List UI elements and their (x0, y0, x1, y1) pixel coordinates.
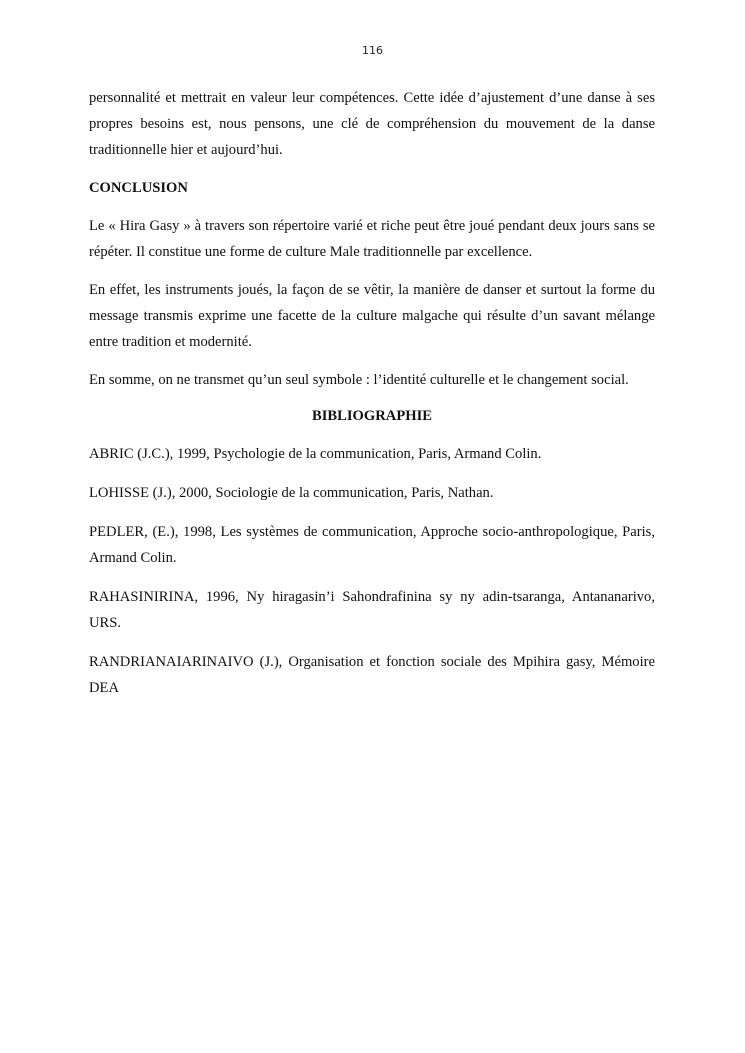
page-content (89, 85, 655, 714)
page-number: 116 (362, 44, 383, 57)
intro-paragraph: personnalité et mettrait en valeur leur compétences. Cette idée d’ajustement d’une danse à ses propres besoins est, nous pensons, une clé de compréhension du mouvement de la danse traditionnelle hier et aujourd’hui. (89, 90, 655, 158)
bibliography-heading: BIBLIOGRAPHIE (311, 408, 433, 424)
bibliography-entry: LOHISSE (J.), 2000, Sociologie de la communication, Paris, Nathan. (89, 485, 494, 501)
bibliography-entry: RANDRIANAIARINAIVO (J.), Organisation et fonction sociale des Mpihira gasy, Mémoire DEA (89, 654, 655, 696)
conclusion-paragraph: En effet, les instruments joués, la façon de se vêtir, la manière de danser et surtout la forme du message transmis exprime une facette de la culture malgache qui résulte d’un savant mélange entre tradition et modernité. (89, 282, 655, 350)
conclusion-paragraph: Le « Hira Gasy » à travers son répertoire varié et riche peut être joué pendant deux jours sans se répéter. Il constitue une forme de culture Male traditionnelle par excellence. (89, 218, 655, 260)
bibliography-entry: PEDLER, (E.), 1998, Les systèmes de communication, Approche socio-anthropologique, Paris, Armand Colin. (89, 524, 655, 566)
conclusion-heading: CONCLUSION (89, 180, 188, 196)
bibliography-entry: ABRIC (J.C.), 1999, Psychologie de la communication, Paris, Armand Colin. (89, 446, 542, 462)
bibliography-entry: RAHASINIRINA, 1996, Ny hiragasin’i Sahondrafinina sy ny adin-tsaranga, Antananarivo, URS. (89, 589, 655, 631)
conclusion-paragraph: En somme, on ne transmet qu’un seul symbole : l’identité culturelle et le changement social. (89, 372, 629, 388)
